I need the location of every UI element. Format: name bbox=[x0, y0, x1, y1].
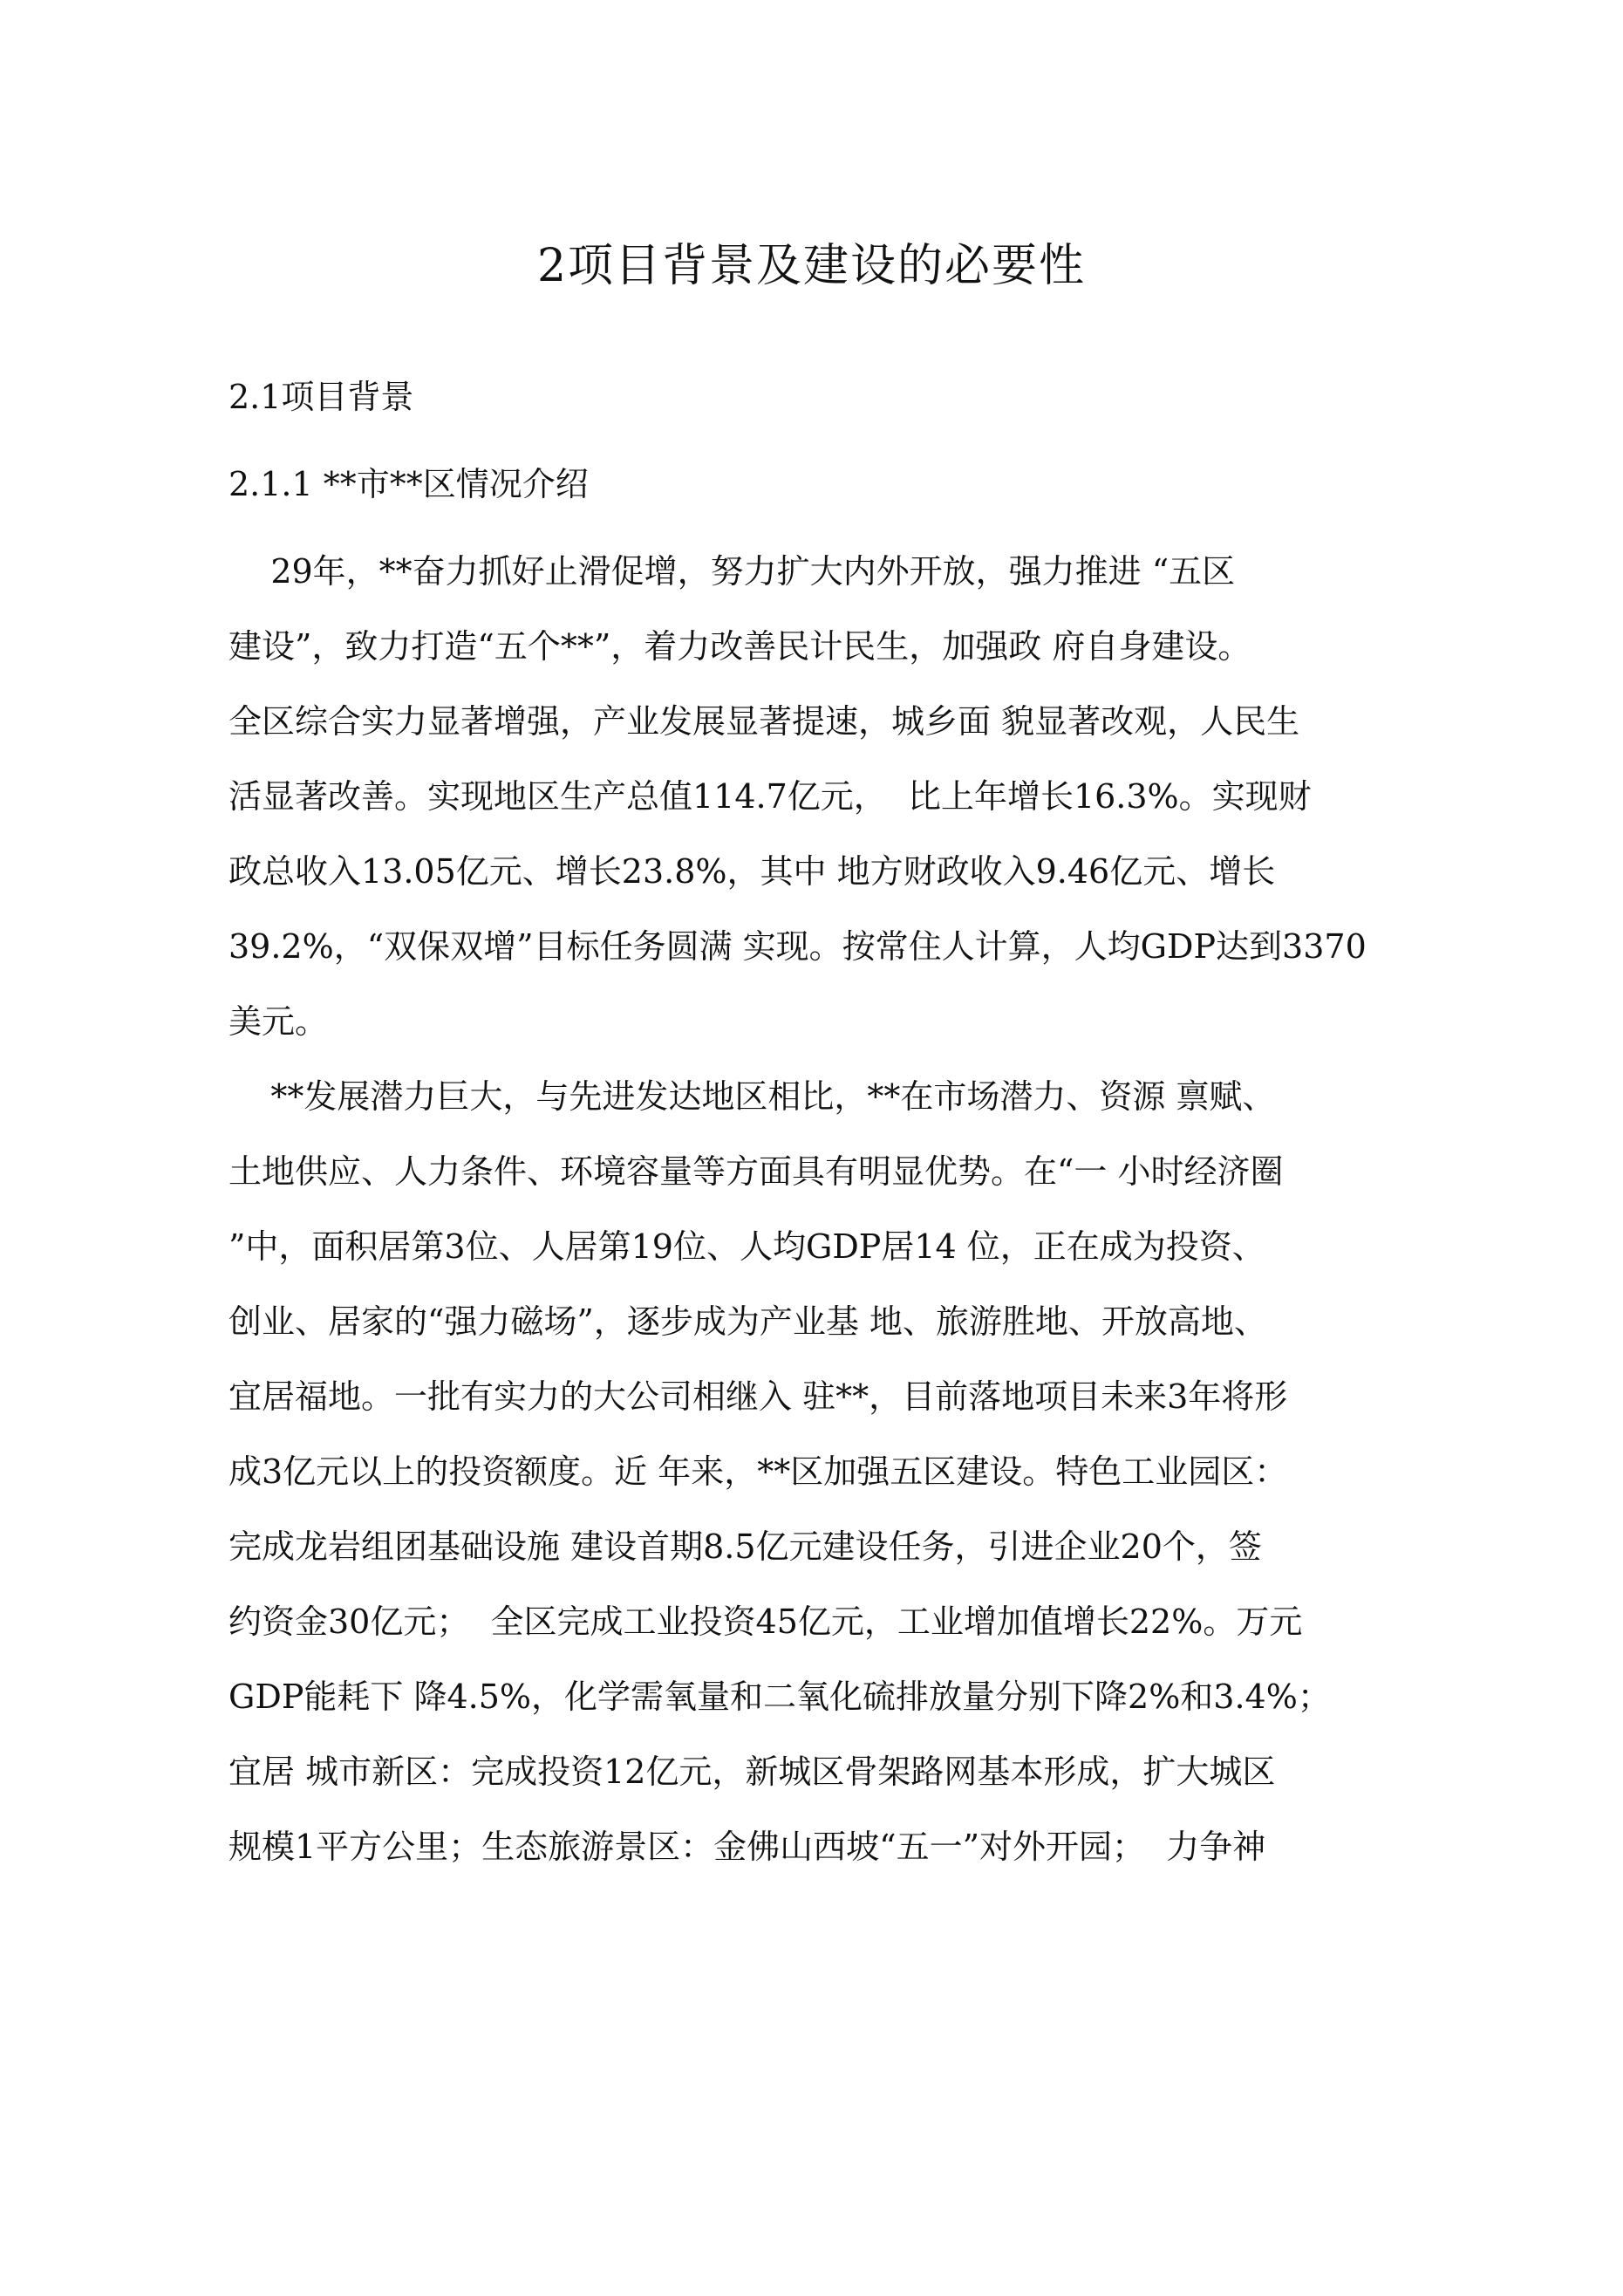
paragraph-line: 土地供应、人力条件、环境容量等方面具有明显优势。在“一 小时经济圈 bbox=[228, 1152, 1284, 1191]
paragraph-line: GDP能耗下 降4.5%，化学需氧量和二氧化硫排放量分别下降2%和3.4%； bbox=[228, 1678, 1331, 1716]
paragraph-line: 政总收入13.05亿元、增长23.8%，其中 地方财政收入9.46亿元、增长 bbox=[228, 852, 1276, 891]
section-heading: 2.1项目背景 bbox=[228, 378, 414, 416]
paragraph-line: 规模1平方公里；生态旅游景区：金佛山西坡“五一”对外开园； 力争神 bbox=[228, 1828, 1266, 1866]
paragraph-line: 宜居 城市新区：完成投资12亿元，新城区骨架路网基本形成，扩大城区 bbox=[228, 1753, 1276, 1791]
paragraph-line: **发展潜力巨大，与先进发达地区相比，**在市场潜力、资源 禀赋、 bbox=[228, 1077, 1276, 1116]
paragraph-line: 完成龙岩组团基础设施 建设首期8.5亿元建设任务，引进企业20个，签 bbox=[228, 1527, 1262, 1566]
paragraph-line: 建设”，致力打造“五个**”，着力改善民计民生，加强政 府自身建设。 bbox=[228, 627, 1251, 666]
paragraph-line: 全区综合实力显著增强，产业发展显著提速，城乡面 貌显著改观，人民生 bbox=[228, 702, 1300, 741]
paragraph-line: 39.2%，“双保双增”目标任务圆满 实现。按常住人计算，人均GDP达到3370 bbox=[228, 927, 1367, 966]
paragraph-line: 成3亿元以上的投资额度。近 年来，**区加强五区建设。特色工业园区： bbox=[228, 1452, 1288, 1491]
paragraph-line: 宜居福地。一批有实力的大公司相继入 驻**，目前落地项目未来3年将形 bbox=[228, 1377, 1288, 1416]
paragraph-line: 约资金30亿元； 全区完成工业投资45亿元，工业增加值增长22%。万元 bbox=[228, 1602, 1303, 1641]
paragraph-line: 活显著改善。实现地区生产总值114.7亿元， 比上年增长16.3%。实现财 bbox=[228, 777, 1312, 816]
page-title: 2项目背景及建设的必要性 bbox=[536, 240, 1087, 292]
paragraph-line: 29年，**奋力抓好止滑促增，努力扩大内外开放，强力推进 “五区 bbox=[228, 552, 1236, 591]
paragraph-line: ”中，面积居第3位、人居第19位、人均GDP居14 位，正在成为投资、 bbox=[228, 1227, 1265, 1266]
paragraph-line: 美元。 bbox=[228, 1002, 329, 1041]
subsection-heading: 2.1.1 **市**区情况介绍 bbox=[228, 465, 589, 503]
paragraph-line: 创业、居家的“强力磁场”，逐步成为产业基 地、旅游胜地、开放高地、 bbox=[228, 1302, 1267, 1341]
